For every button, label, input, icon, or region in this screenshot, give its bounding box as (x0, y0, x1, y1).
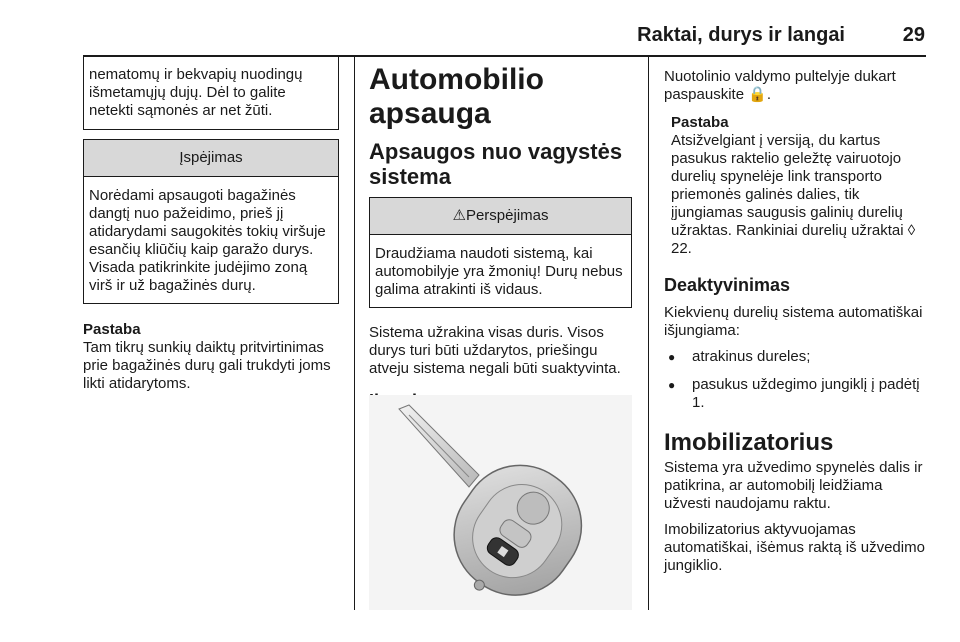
section-heading: Automobilio apsauga (369, 63, 544, 130)
note-title: Pastaba (83, 321, 141, 338)
key-fob-icon (369, 395, 632, 610)
immobilizer-description: Sistema yra užvedimo spynelės dalis ir patikrina, ar automobilį leidžiama užvesti naudojamu raktu. (664, 459, 923, 512)
continued-warning-box (83, 57, 339, 130)
page-number: 29 (902, 24, 925, 46)
caution-text: Norėdami apsaugoti bagažinės dangtį nuo pažeidimo, prieš jį atidarydami saugokitės tokių viršuje esančių kliūčių kaip garažo durys. Visada patikrinkite judėjimo zoną virš ir už bagažinės durų. (89, 187, 326, 294)
danger-text: Draudžiama naudoti sistemą, kai automobilyje yra žmonių! Durų nebus galima atrakinti iš vidaus. (375, 245, 623, 298)
caution-box (83, 139, 339, 304)
continued-warning-text: nematomų ir bekvapių nuodingų išmetamųjų dujų. Dėl to galite netekti sąmonės ar net žūti. (89, 66, 303, 119)
note-block (83, 321, 339, 393)
caution-title: Įspėjimas (84, 140, 338, 177)
column-divider-1 (354, 57, 355, 610)
note-text-right: Atsižvelgiant į versiją, du kartus pasukus raktelio geležtę vairuotojo durelių spynelėje link transporto priemonės galinės dalies, tik įjungiamas saugusis galinių durelių užraktas. Rankiniai durelių užraktai ◊ 22. (671, 132, 916, 257)
note-text: Tam tikrų sunkių daiktų pritvirtinimas prie bagažinės durų gali trukdyti joms likti atidarytoms. (83, 339, 331, 392)
column-middle (369, 57, 632, 412)
deactivation-heading: Deaktyvinimas (664, 275, 791, 295)
note-title-right: Pastaba (671, 114, 729, 131)
immobilizer-heading: Imobilizatorius (664, 429, 834, 456)
column-divider-2 (648, 57, 649, 610)
immobilizer-activation: Imobilizatorius aktyvuojamas automatiškai, išėmus raktą iš užvedimo jungiklio. (664, 521, 925, 574)
note-block-right (664, 114, 926, 258)
subsection-heading: Apsaugos nuo vagystės sistema (369, 139, 623, 189)
page-header (0, 22, 925, 52)
column-right (664, 57, 926, 575)
danger-title-row (370, 198, 631, 235)
key-fob-illustration (369, 395, 632, 610)
system-description: Sistema užrakina visas duris. Visos durys turi būti uždarytos, priešingu atveju sistema negali būti suaktyvinta. (369, 324, 621, 377)
column-left (83, 57, 339, 393)
warning-triangle-icon: ⚠ (452, 207, 466, 224)
chapter-title: Raktai, durys ir langai (637, 24, 845, 46)
deactivation-intro: Kiekvienų durelių sistema automatiškai išjungiama: (664, 304, 923, 339)
bullet-item: ● pasukus uždegimo jungiklį į padėtį 1. (664, 376, 926, 412)
activation-instruction: Nuotolinio valdymo pultelyje dukart paspauskite 🔒. (664, 68, 896, 103)
danger-title: Perspėjimas (465, 207, 549, 224)
danger-box (369, 197, 632, 308)
bullet-item: ● atrakinus dureles; (664, 348, 926, 366)
